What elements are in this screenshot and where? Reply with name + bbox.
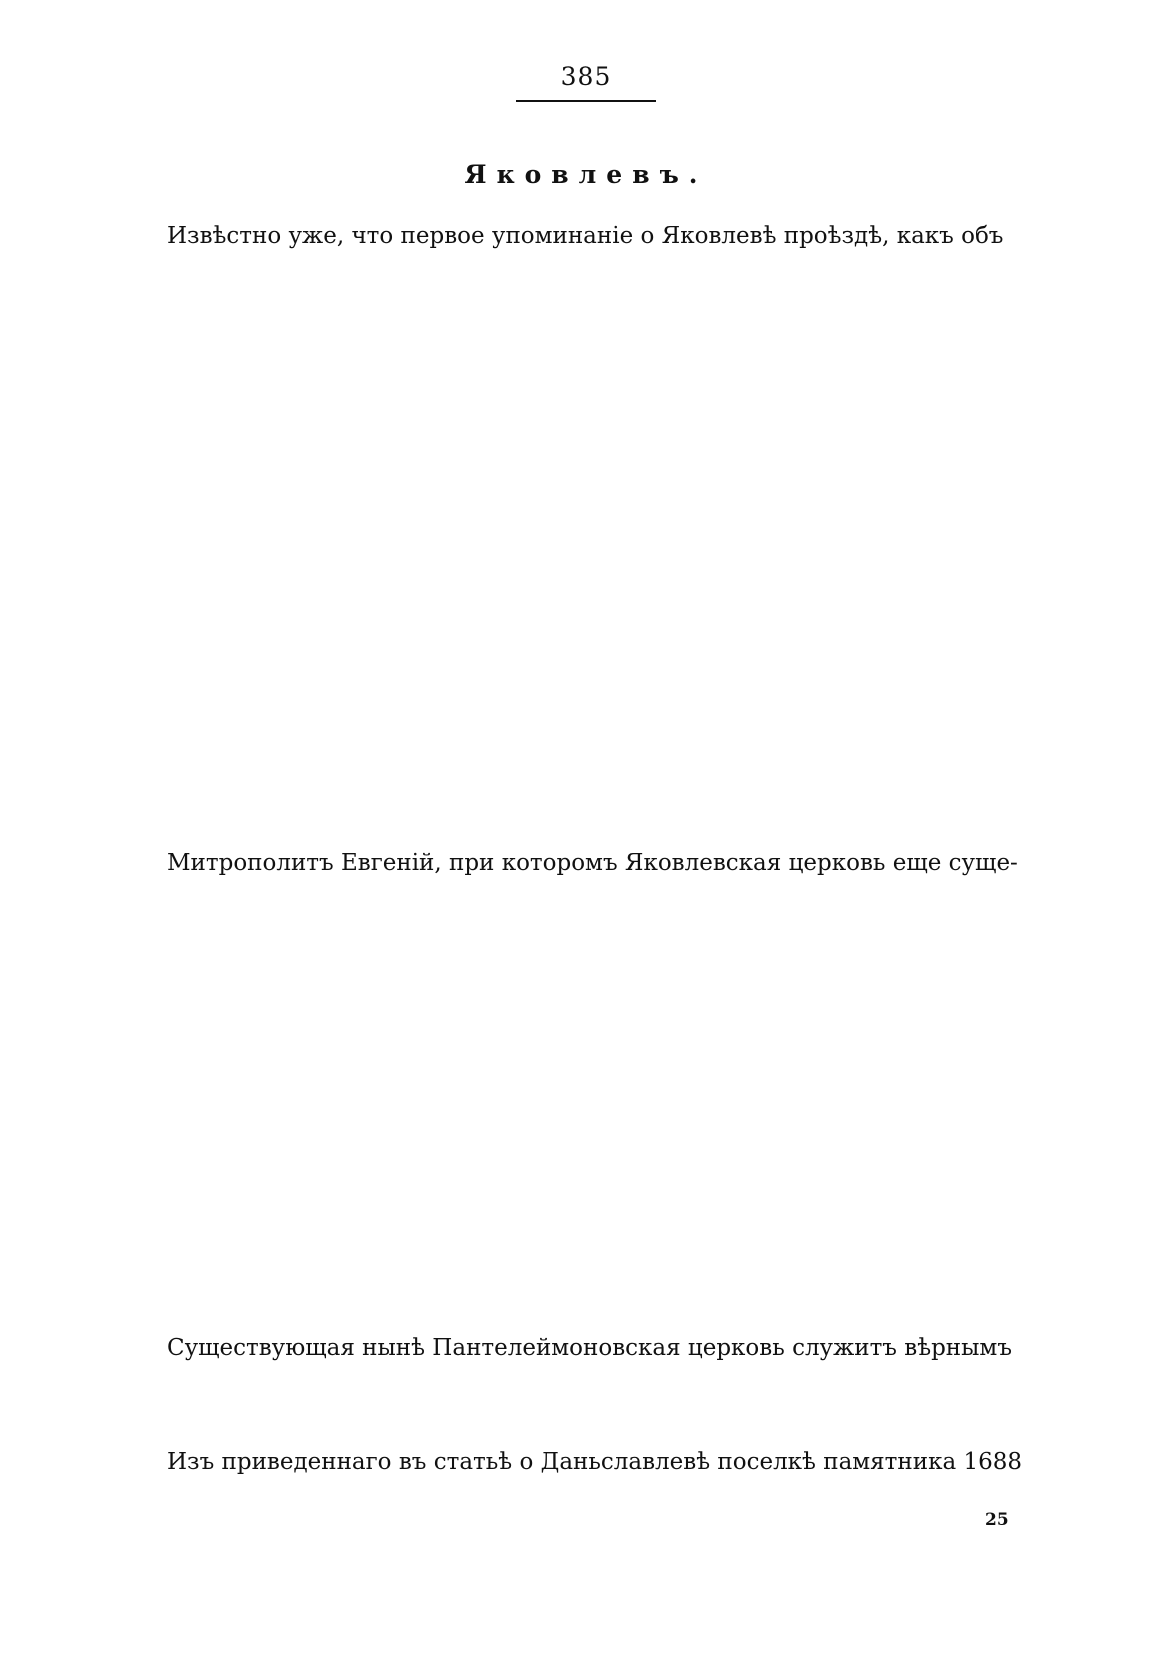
- paragraph-4: [112, 1448, 1057, 1619]
- paragraph-opening-line: Изъ приведеннаго въ статьѣ о Даньславлевѣ поселкѣ памятника 1688: [167, 1448, 1022, 1475]
- text-line: [112, 906, 1057, 935]
- text-line: [112, 564, 1057, 593]
- text-line: [112, 1277, 1057, 1306]
- text-line: [112, 1305, 1057, 1334]
- text-line: [112, 1077, 1057, 1106]
- text-line: [112, 593, 1057, 622]
- text-line: [112, 650, 1057, 679]
- text-line: [112, 336, 1057, 365]
- page-number-rule: [516, 100, 656, 102]
- text-line: [112, 365, 1057, 394]
- paragraph-opening-line: Митрополитъ Евгеній, при которомъ Яковлевская церковь еще суще-: [167, 850, 1018, 876]
- text-line: [112, 450, 1057, 479]
- text-line: [112, 1476, 1057, 1505]
- text-line: [112, 422, 1057, 451]
- text-line: [112, 1562, 1057, 1591]
- text-line: [112, 1419, 1057, 1448]
- paragraph-opening-line: Извѣстно уже, что первое упоминаніе о Яковлевѣ проѣздѣ, какъ объ: [167, 223, 1004, 249]
- text-line: [112, 1391, 1057, 1420]
- text-line: [112, 792, 1057, 821]
- text-line: [112, 1106, 1057, 1135]
- text-line: [112, 1533, 1057, 1562]
- text-line: [112, 308, 1057, 337]
- text-line: [112, 1191, 1057, 1220]
- text-line: [112, 507, 1057, 536]
- paragraph-3: [112, 1334, 1057, 1448]
- page-number: 385: [560, 62, 612, 91]
- text-line: [112, 963, 1057, 992]
- text-line: [112, 1163, 1057, 1192]
- text-line: [112, 678, 1057, 707]
- text-line: [112, 735, 1057, 764]
- text-line: [112, 621, 1057, 650]
- text-line: [112, 707, 1057, 736]
- paragraph-opening-line: Существующая нынѣ Пантелеймоновская церковь служитъ вѣрнымъ: [167, 1334, 1012, 1361]
- text-line: [112, 251, 1057, 280]
- text-line: [112, 1134, 1057, 1163]
- text-line: [112, 1362, 1057, 1391]
- text-line: [112, 1590, 1057, 1619]
- text-line: [112, 536, 1057, 565]
- text-line: [112, 279, 1057, 308]
- text-line: [112, 1505, 1057, 1534]
- text-line: [112, 821, 1057, 850]
- paragraph-1: [112, 222, 1057, 849]
- paragraph-2: [112, 849, 1057, 1334]
- signature-mark: 25: [985, 1510, 1009, 1530]
- section-title: Яковлевъ.: [464, 160, 708, 189]
- text-line: [112, 1049, 1057, 1078]
- text-line: [112, 764, 1057, 793]
- text-line: [112, 393, 1057, 422]
- text-line: [112, 935, 1057, 964]
- text-line: [112, 479, 1057, 508]
- text-line: [112, 1220, 1057, 1249]
- body-text: [112, 222, 1057, 1619]
- text-line: [112, 992, 1057, 1021]
- text-line: [112, 1020, 1057, 1049]
- text-line: [112, 878, 1057, 907]
- text-line: [112, 1248, 1057, 1277]
